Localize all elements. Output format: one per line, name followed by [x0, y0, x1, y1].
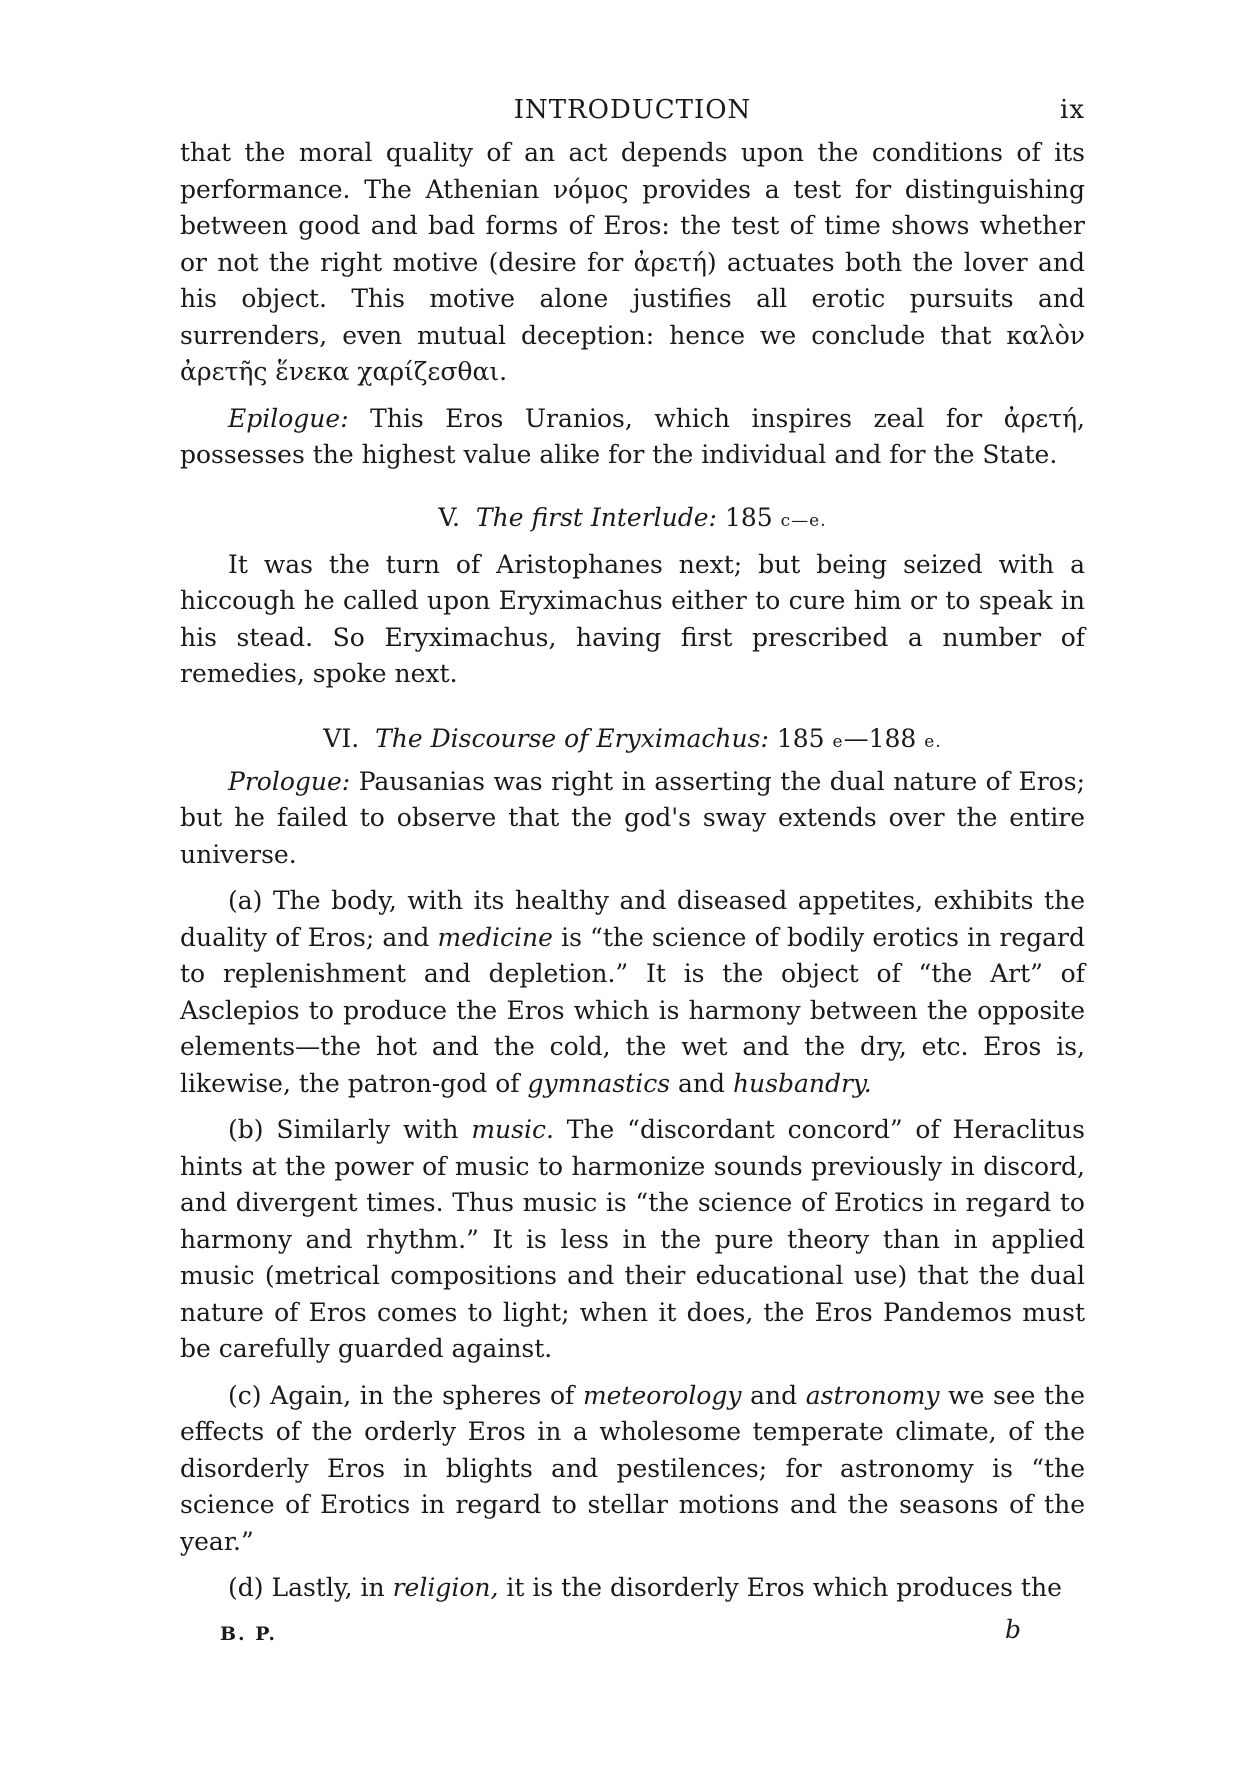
interlude-paragraph: It was the turn of Aristophanes next; but being seized with a hiccough he called upon Eryximachus either to cure him or to speak in his stead. So Eryximachus, having first prescribed a number of remedies, spoke next.	[180, 549, 1085, 688]
section-ref-range: —188	[843, 723, 917, 753]
italic-term: music.	[471, 1115, 554, 1144]
section-title: The first Interlude:	[475, 502, 717, 532]
text-run: we see the effects of the orderly Eros in a wholesome temperate climate, of the disorderly Eros in blights and pestilences; for astronomy is “the science of Erotics in regard to stellar motions and the seasons of the year.”	[180, 1380, 1085, 1556]
running-header	[180, 95, 1085, 135]
epilogue-paragraph	[180, 401, 1085, 474]
italic-term: gymnastics	[527, 1068, 671, 1098]
epilogue-label: Epilogue:	[228, 403, 349, 433]
epilogue-text: This Eros Uranios, which inspires zeal for ἀρετή, possesses the highest value alike for the individual and for the State.	[180, 403, 1085, 469]
text-run: The “discordant concord” of Heraclitus hints at the power of music to harmonize sounds previously in discord, and divergent times. Thus music is “the science of Erotics in regard to harmony and rhythm.” It is less in the pure theory than in applied music (metrical compositions and their educational use) that the dual nature of Eros comes to light; when it does, the Eros Pandemos must be carefully guarded against.	[180, 1115, 1085, 1363]
italic-term: astronomy	[805, 1380, 940, 1410]
text-run: The body, with its healthy and diseased appetites, exhibits the duality of Eros; and	[180, 886, 1085, 952]
italic-term: husbandry.	[732, 1068, 872, 1098]
section-ref-letter: e.	[924, 731, 942, 752]
paragraph-marker: (a)	[228, 886, 263, 915]
text-run: Again, in the spheres of	[261, 1380, 583, 1410]
paragraph-a	[180, 883, 1085, 1102]
printer-signature: B. P.	[220, 1622, 278, 1645]
italic-term: religion,	[392, 1573, 499, 1602]
section-number: VI.	[323, 723, 360, 753]
section-ref-number: 185	[724, 502, 773, 532]
paragraph-b	[180, 1112, 1085, 1368]
page-footer	[180, 1614, 1085, 1653]
section-number: V.	[438, 502, 461, 532]
section-heading-v	[180, 500, 1085, 539]
prologue-text: Pausanias was right in asserting the dual nature of Eros; but he failed to observe that the god's sway extends over the entire universe.	[180, 766, 1085, 869]
page-number: ix	[1060, 95, 1085, 125]
paragraph-marker: (c)	[228, 1380, 262, 1410]
running-title: INTRODUCTION	[513, 95, 752, 125]
text-run: and	[741, 1380, 806, 1410]
italic-term: meteorology	[582, 1380, 742, 1410]
italic-term: medicine	[437, 922, 553, 952]
text-run: and	[670, 1068, 733, 1098]
section-ref-letter: e	[832, 731, 844, 752]
signature-letter: b	[1005, 1614, 1022, 1644]
text-run: it is the disorderly Eros which produces the	[498, 1573, 1062, 1602]
text-run: Lastly, in	[263, 1573, 393, 1602]
text-run: Similarly with	[263, 1115, 472, 1144]
paragraph-d	[180, 1570, 1085, 1607]
section-title: The Discourse of Eryximachus:	[375, 723, 769, 753]
paragraph-marker: (d)	[228, 1573, 264, 1602]
paragraph-marker: (b)	[228, 1115, 264, 1144]
book-page	[180, 95, 1085, 1653]
text-run: is “the science of bodily erotics in regard to replenishment and depletion.” It is the object of “the Art” of Asclepios to produce the Eros which is harmony between the opposite elements—the hot and the cold, the wet and the dry, etc. Eros is, likewise, the patron-god of	[180, 922, 1085, 1098]
paragraph-continuation: that the moral quality of an act depends upon the conditions of its performance. The Athenian νόμος provides a test for distinguishing between good and bad forms of Eros: the test of time shows whether or not the right motive (desire for ἀρετή) actuates both the lover and his object. This motive alone justifies all erotic pursuits and surrenders, even mutual deception: hence we conclude that καλὸν ἀρετῆς ἕνεκα χαρίζεσθαι.	[180, 138, 1085, 386]
section-ref-letters: c—e.	[780, 510, 827, 531]
prologue-label: Prologue:	[228, 766, 351, 796]
paragraph-c	[180, 1378, 1085, 1561]
section-ref-number: 185	[776, 723, 825, 753]
section-heading-vi	[180, 721, 1085, 760]
prologue-paragraph	[180, 764, 1085, 874]
